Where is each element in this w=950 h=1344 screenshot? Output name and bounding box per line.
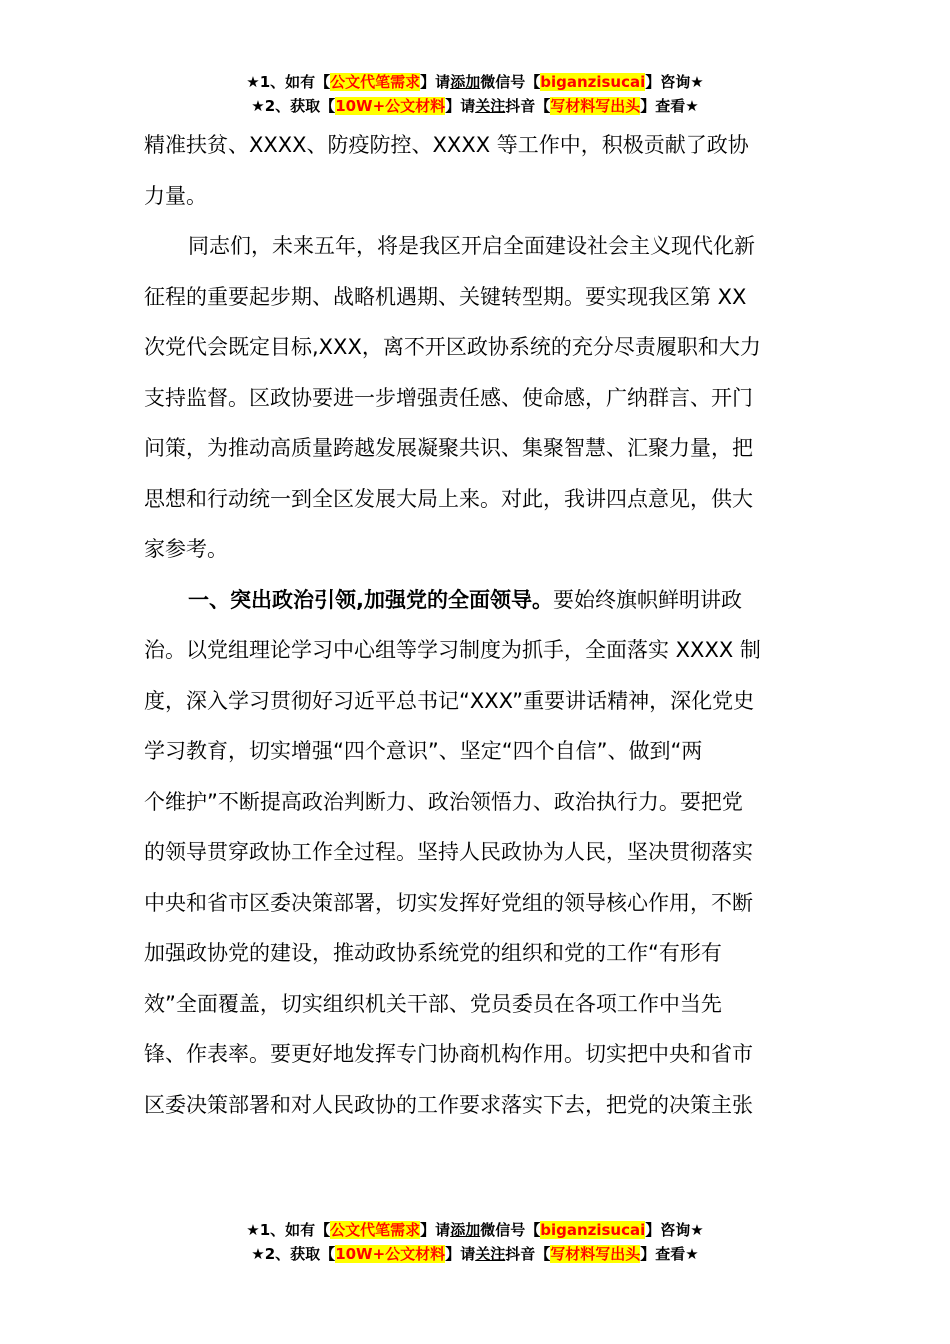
document-body bbox=[144, 120, 808, 1130]
banner-emphasis: 添加 bbox=[450, 1221, 481, 1239]
banner-highlight: biganzisucai bbox=[540, 1221, 646, 1239]
banner-emphasis: 添加 bbox=[450, 73, 481, 91]
body-line: 的领导贯穿政协工作全过程。坚持人民政协为人民，坚决贯彻落实 bbox=[144, 840, 753, 864]
body-line: 度，深入学习贯彻好习近平总书记“XXX”重要讲话精神，深化党史 bbox=[144, 688, 755, 713]
banner-highlight: 公文代笔需求 bbox=[330, 73, 421, 91]
banner-highlight: 写材料写出头 bbox=[550, 97, 641, 115]
header-banner bbox=[0, 70, 950, 118]
body-line: 思想和行动统一到全区发展大局上来。对此，我讲四点意见，供大 bbox=[144, 486, 753, 511]
body-line: 问策，为推动高质量跨越发展凝聚共识、集聚智慧、汇聚力量，把 bbox=[144, 436, 753, 460]
footer-banner bbox=[0, 1218, 950, 1266]
banner-text: 抖音【 bbox=[505, 97, 551, 115]
body-line: 学习教育，切实增强“四个意识”、坚定“四个自信”、做到“两 bbox=[144, 739, 703, 763]
section-heading-rest: 要始终旗帜鲜明讲政 bbox=[552, 587, 742, 612]
body-line: 家参考。 bbox=[144, 537, 228, 561]
body-line: 个维护”不断提高政治判断力、政治领悟力、政治执行力。要把党 bbox=[144, 789, 743, 814]
banner-text: 】请 bbox=[420, 73, 451, 91]
banner-highlight: 10W+公文材料 bbox=[335, 1245, 446, 1263]
body-line: 区委决策部署和对人民政协的工作要求落实下去，把党的决策主张 bbox=[144, 1092, 753, 1117]
banner-text: 】咨询★ bbox=[645, 73, 704, 91]
banner-text: ★2、获取【 bbox=[251, 1245, 336, 1263]
banner-text: 微信号【 bbox=[480, 73, 541, 91]
banner-text: 抖音【 bbox=[505, 1245, 551, 1263]
body-line: 力量。 bbox=[144, 183, 207, 208]
body-line: 中央和省市区委决策部署，切实发挥好党组的领导核心作用，不断 bbox=[144, 890, 753, 915]
banner-text: ★1、如有【 bbox=[246, 1221, 331, 1239]
banner-text: 】请 bbox=[445, 97, 476, 115]
banner-emphasis: 关注 bbox=[475, 1245, 506, 1263]
banner-text: ★1、如有【 bbox=[246, 73, 331, 91]
banner-highlight: 公文代笔需求 bbox=[330, 1221, 421, 1239]
banner-highlight: 写材料写出头 bbox=[550, 1245, 641, 1263]
body-line: 效”全面覆盖，切实组织机关干部、党员委员在各项工作中当先 bbox=[144, 991, 722, 1016]
header-banner-line-1 bbox=[0, 70, 950, 94]
section-heading: 一、突出政治引领,加强党的全面领导。 bbox=[188, 587, 553, 612]
footer-banner-line-2 bbox=[0, 1242, 950, 1266]
section-heading-line bbox=[144, 575, 808, 626]
banner-text: 微信号【 bbox=[480, 1221, 541, 1239]
body-line: 加强政协党的建设，推动政协系统党的组织和党的工作“有形有 bbox=[144, 941, 722, 965]
body-line: 锋、作表率。要更好地发挥专门协商机构作用。切实把中央和省市 bbox=[144, 1042, 753, 1066]
body-line: 征程的重要起步期、战略机遇期、关键转型期。要实现我区第 XX bbox=[144, 284, 747, 309]
header-banner-line-2 bbox=[0, 94, 950, 118]
banner-text: 】请 bbox=[445, 1245, 476, 1263]
banner-text: 】查看★ bbox=[640, 1245, 699, 1263]
banner-highlight: 10W+公文材料 bbox=[335, 97, 446, 115]
body-line: 精准扶贫、XXXX、防疫防控、XXXX 等工作中，积极贡献了政协 bbox=[144, 133, 749, 157]
banner-text: 】查看★ bbox=[640, 97, 699, 115]
banner-highlight: biganzisucai bbox=[540, 73, 646, 91]
banner-text: 】请 bbox=[420, 1221, 451, 1239]
banner-emphasis: 关注 bbox=[475, 97, 506, 115]
body-line: 支持监督。区政协要进一步增强责任感、使命感，广纳群言、开门 bbox=[144, 385, 753, 410]
body-line: 治。以党组理论学习中心组等学习制度为抓手，全面落实 XXXX 制 bbox=[144, 638, 761, 662]
body-line: 次党代会既定目标,XXX，离不开区政协系统的充分尽责履职和大力 bbox=[144, 335, 761, 359]
banner-text: 】咨询★ bbox=[645, 1221, 704, 1239]
banner-text: ★2、获取【 bbox=[251, 97, 336, 115]
body-line: 同志们，未来五年，将是我区开启全面建设社会主义现代化新 bbox=[188, 234, 755, 258]
footer-banner-line-1 bbox=[0, 1218, 950, 1242]
